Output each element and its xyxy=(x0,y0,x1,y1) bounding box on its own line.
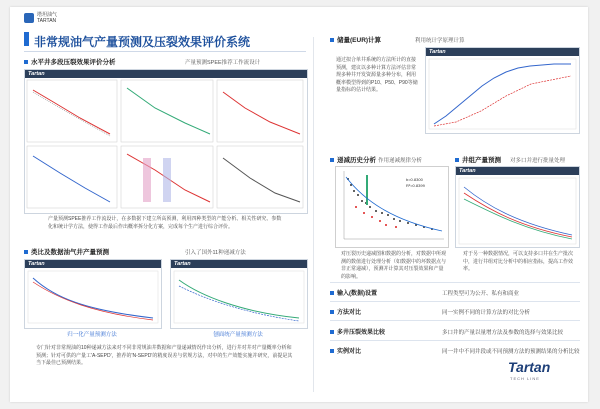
left-section-1-note: 产量预测SPEE推荐工作流设计 xyxy=(185,60,261,66)
row-2-desc: 同一实例不同的计算方法的对比分析 xyxy=(442,310,531,316)
row-1-title: 输入(数据)设置 xyxy=(337,291,377,297)
chart-legend-b: b=0.8300 xyxy=(406,177,423,182)
app-screenshot-2 xyxy=(24,259,162,329)
right-section-3-desc: 对于另一种数据情况，可以支持多口井在生产批次中，进行井组对比分析中的相应指标，提高工作效率。 xyxy=(463,251,574,272)
logo-mark-icon xyxy=(24,13,34,23)
left-section-1-heading xyxy=(24,57,116,66)
right-section-2-desc: 对压裂历史递减图和数据的分析，对数据中所观测的数值进行处理分析（如数据中的坏数据点与非正常递减），预测并计算其对压裂效果和产量的影响。 xyxy=(341,251,447,280)
bullet-square-icon xyxy=(330,330,334,334)
app-toolbar xyxy=(426,48,579,56)
app-brand: Tartan xyxy=(429,49,446,55)
bullet-square-icon xyxy=(455,158,459,162)
decline-scatter-svg xyxy=(336,167,448,247)
title-accent-bar xyxy=(24,32,29,46)
row-4-label xyxy=(330,346,361,355)
row-3-title: 多井压裂效果比较 xyxy=(337,330,386,336)
left-section-2-heading xyxy=(24,247,109,256)
bullet-square-icon xyxy=(330,291,334,295)
decline-scatter-chart xyxy=(335,166,449,248)
app-screenshot-4 xyxy=(425,47,580,134)
app-brand: Tartan xyxy=(174,261,191,267)
brochure-page xyxy=(10,7,588,402)
app-brand: Tartan xyxy=(28,261,45,267)
app-brand: Tartan xyxy=(28,71,45,77)
right-section-1-desc: 通过拟合单井系统的方法所计的直接预测，建议以多种计算方法评估非常规多种井开发资源量多种分布，利用概率模型得到的P10、P50、P90等储量指标的估计结果。 xyxy=(336,57,418,93)
bullet-square-icon xyxy=(330,310,334,314)
app-toolbar xyxy=(25,260,161,268)
title-divider xyxy=(24,51,306,52)
page-title: 非常规油气产量预测及压裂效果评价系统 xyxy=(34,35,251,49)
tartan-brand-logo: Tartan xyxy=(508,359,551,375)
left-section-1-desc: 产量预测SPEE推荐工作流设计，在多数据下建立所高预测，利用四种类型的产能分析、相关性研究、参数化和统计学方法，使得工作最后作出概率拆分化方案，完成每个生产进行综合评价。 xyxy=(48,216,282,230)
app-toolbar xyxy=(25,70,307,78)
right-section-2-note: 作用递减规律分析 xyxy=(378,158,423,164)
row-1-desc: 工程类型可为公开、私有和商业 xyxy=(442,291,520,297)
screenshot-2-chart xyxy=(25,268,161,328)
left-section-2-title: 类比及数据油气井产量预测 xyxy=(31,249,109,256)
row-1-label xyxy=(330,288,377,297)
caption-profile-method: 刨面统产量预测方法 xyxy=(213,332,263,338)
app-toolbar xyxy=(456,167,579,175)
app-screenshot-5 xyxy=(455,166,580,248)
column-divider xyxy=(313,37,314,392)
page-header xyxy=(10,7,588,27)
bullet-square-icon xyxy=(330,349,334,353)
row-divider xyxy=(330,320,580,321)
right-section-3-note: 对多口并进行批量处理 xyxy=(510,158,566,164)
right-section-1-heading xyxy=(330,35,381,44)
app-brand: Tartan xyxy=(459,168,476,174)
screenshot-5-chart xyxy=(456,175,579,247)
row-divider xyxy=(330,301,580,302)
row-divider xyxy=(330,340,580,341)
row-2-title: 方法对比 xyxy=(337,310,362,316)
left-section-1-title: 水平井多段压裂效果评价分析 xyxy=(31,59,116,66)
screenshot-1-charts xyxy=(25,78,307,213)
row-4-title: 实例对比 xyxy=(337,349,362,355)
left-section-2-note: 引入了国外11种递减方法 xyxy=(185,250,246,256)
right-section-1-note: 利用统计学原理计算 xyxy=(415,38,465,44)
rows-top-divider xyxy=(330,282,580,283)
left-section-2-desc: 专门针对非常规油的10种递减方法来对不同非常规油井数据和产量递减情况作出分析，进行井对井对产量概率分析和预测；针对可供的产量工'A-SEPD'，推荐的'N-SEPD'的精度误差与常规方法，对中的生产效能实施并研究，前提是其当下最佳已预测结果。 xyxy=(36,345,293,366)
row-4-desc: 同一井中不同井段或不同预测方法的预测结果的分析比较 xyxy=(442,349,580,355)
screenshot-4-chart xyxy=(426,56,579,133)
row-3-label xyxy=(330,327,385,336)
right-section-2-heading xyxy=(330,155,376,164)
app-screenshot-1 xyxy=(24,69,308,214)
logo-text: 塔坦油气 TARTAN xyxy=(37,12,58,24)
chart-legend-r2: R²=0.8399 xyxy=(406,183,425,188)
row-2-label xyxy=(330,307,361,316)
screenshot-3-chart xyxy=(171,268,307,328)
tartan-brand-subtitle: TECH LINE xyxy=(510,376,540,381)
right-section-1-title: 储量(EUR)计算 xyxy=(337,37,382,44)
right-section-2-title: 递减历史分析 xyxy=(337,157,376,164)
app-screenshot-3 xyxy=(170,259,308,329)
company-logo xyxy=(24,12,57,24)
right-section-3-heading xyxy=(455,155,501,164)
row-3-desc: 多口井的产量以量增方法及参数的选择与效果比较 xyxy=(442,330,564,336)
bullet-square-icon xyxy=(330,158,334,162)
app-toolbar xyxy=(171,260,307,268)
right-section-3-title: 井组产量预测 xyxy=(462,157,501,164)
caption-normalized-method: 归一化产量预测方法 xyxy=(67,332,117,338)
bullet-square-icon xyxy=(24,250,28,254)
bullet-square-icon xyxy=(330,38,334,42)
bullet-square-icon xyxy=(24,60,28,64)
